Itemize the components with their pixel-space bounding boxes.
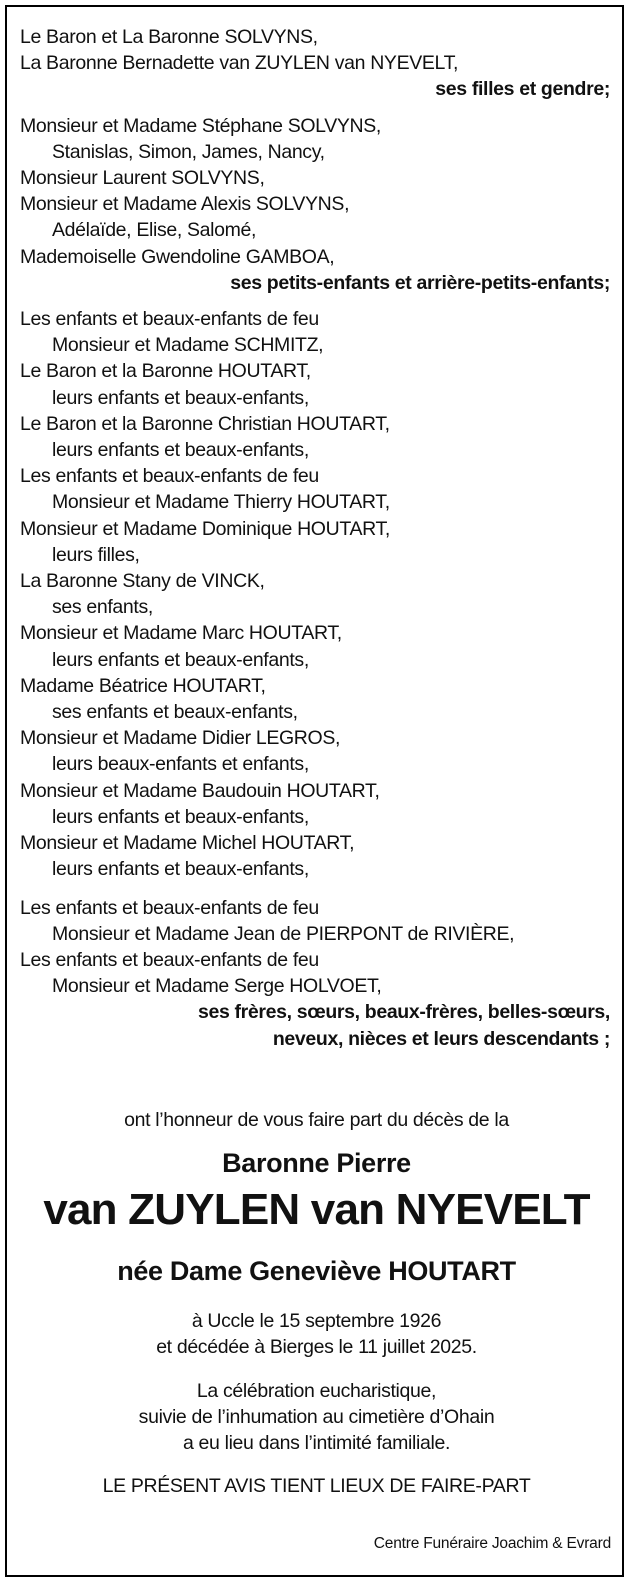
family-list [20,24,610,1052]
family-line: Monsieur et Madame Marc HOUTART, [20,622,342,645]
death-line: et décédée à Bierges le 11 juillet 2025. [156,1336,477,1358]
family-line: Monsieur et Madame Serge HOLVOET, [52,975,382,998]
relation-label: neveux, nièces et leurs descendants ; [272,1027,610,1050]
family-line: Monsieur et Madame Michel HOUTART, [20,832,355,855]
family-line: leurs enfants et beaux-enfants, [52,439,309,462]
ceremony-line: La célébration eucharistique, [196,1380,437,1402]
family-line: Le Baron et la Baronne HOUTART, [20,360,311,383]
family-line: Monsieur et Madame SCHMITZ, [52,334,324,357]
family-line: ses enfants, [52,596,153,619]
funeral-home-credit: Centre Funéraire Joachim & Evrard [373,1535,611,1552]
ceremony-block [8,1378,625,1456]
family-line: leurs enfants et beaux-enfants, [52,805,309,828]
family-line: Adélaïde, Elise, Salomé, [52,219,257,242]
relation-label: ses petits-enfants et arrière-petits-enfants; [230,271,610,294]
family-line: Monsieur et Madame Thierry HOUTART, [52,491,390,514]
relation-label: ses frères, sœurs, beaux-frères, belles-sœurs, [197,1001,610,1024]
family-line: Monsieur et Madame Jean de PIERPONT de RIVIÈRE, [52,922,515,945]
deceased-born-name: née Dame Geneviève HOUTART [117,1256,516,1286]
family-line: Le Baron et la Baronne Christian HOUTART, [20,412,390,435]
family-line: La Baronne Stany de VINCK, [20,570,265,593]
family-line: La Baronne Bernadette van ZUYLEN van NYEVELT, [20,52,459,75]
family-line: Monsieur Laurent SOLVYNS, [20,167,265,190]
family-line: leurs enfants et beaux-enfants, [52,648,309,671]
family-line: Stanislas, Simon, James, Nancy, [52,140,325,163]
family-line: Monsieur et Madame Alexis SOLVYNS, [20,193,350,216]
family-line: Monsieur et Madame Dominique HOUTART, [20,517,390,540]
family-line: Le Baron et La Baronne SOLVYNS, [20,26,318,48]
deceased-title: Baronne Pierre [222,1148,411,1178]
family-line: Monsieur et Madame Didier LEGROS, [20,727,341,750]
family-line: Mademoiselle Gwendoline GAMBOA, [20,245,335,268]
dates-block [8,1308,625,1360]
family-line: leurs filles, [52,543,140,566]
announcement-text: ont l’honneur de vous faire part du décès de la [124,1109,509,1131]
ceremony-line: a eu lieu dans l’intimité familiale. [182,1432,451,1454]
family-line: Les enfants et beaux-enfants de feu [20,308,319,331]
family-line: Madame Béatrice HOUTART, [20,674,266,697]
family-line: leurs enfants et beaux-enfants, [52,386,309,409]
family-line: Monsieur et Madame Baudouin HOUTART, [20,779,380,802]
notice-text: LE PRÉSENT AVIS TIENT LIEUX DE FAIRE-PART [102,1475,531,1497]
birth-line: à Uccle le 15 septembre 1926 [191,1310,442,1332]
family-line: ses enfants et beaux-enfants, [52,701,298,724]
relation-label: ses filles et gendre; [435,78,610,101]
family-line: leurs beaux-enfants et enfants, [52,753,309,776]
deceased-surname: van ZUYLEN van NYEVELT [43,1185,590,1234]
family-line: Les enfants et beaux-enfants de feu [20,948,319,971]
family-line: Les enfants et beaux-enfants de feu [20,896,319,919]
ceremony-line: suivie de l’inhumation au cimetière d’Ohain [138,1406,495,1428]
family-line: Monsieur et Madame Stéphane SOLVYNS, [20,114,381,137]
family-line: leurs enfants et beaux-enfants, [52,858,309,881]
family-line: Les enfants et beaux-enfants de feu [20,465,319,488]
